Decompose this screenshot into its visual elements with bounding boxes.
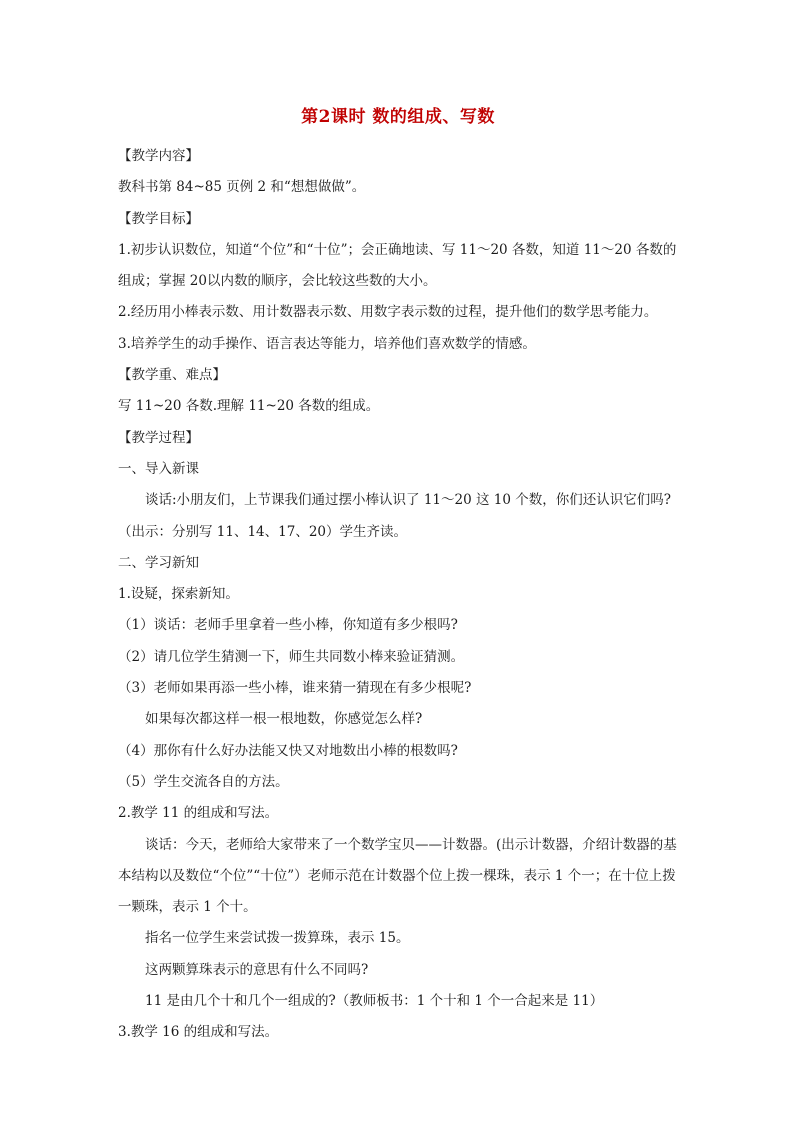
- step-1-item-3-followup: 如果每次都这样一根一根地数，你感觉怎么样?: [145, 711, 423, 728]
- intro-talk-paragraph: 谈话:小朋友们，上节课我们通过摆小棒认识了 11～20 这 10 个数，你们还认识它们吗?（出示：分别写 11、14、17、20）学生齐读。: [118, 492, 671, 540]
- goal-item-1: 1.初步认识数位，知道“个位”和“十位”；会正确地读、写 11～20 各数，知道 11～20 各数的组成；掌握 20以内数的顺序，会比较这些数的大小。: [118, 241, 677, 290]
- key-points-heading: 【教学重、难点】: [118, 367, 226, 384]
- page-title: 第2课时 数的组成、写数: [301, 107, 495, 127]
- section-heading-intro: 一、导入新课: [118, 460, 199, 477]
- goal-item-2: 2.经历用小棒表示数、用计数器表示数、用数字表示数的过程，提升他们的数学思考能力。: [118, 304, 658, 321]
- goal-item-3: 3.培养学生的动手操作、语言表达等能力，培养他们喜欢数学的情感。: [118, 335, 536, 352]
- step-heading-1: 1.设疑，探索新知。: [118, 586, 239, 603]
- step-heading-3: 3.教学 16 的组成和写法。: [118, 1024, 279, 1041]
- step-heading-2: 2.教学 11 的组成和写法。: [118, 805, 279, 822]
- content-heading: 【教学内容】: [118, 148, 199, 164]
- step-1-item-1: （1）谈话：老师手里拿着一些小棒，你知道有多少根吗?: [118, 617, 458, 634]
- section-heading-new-knowledge: 二、学习新知: [118, 554, 199, 571]
- step-2-line-a: 指名一位学生来尝试拨一拨算珠，表示 15。: [145, 930, 410, 947]
- key-points-text: 写 11~20 各数.理解 11~20 各数的组成。: [118, 398, 380, 415]
- step-1-item-4: （4）那你有什么好办法能又快又对地数出小棒的根数吗?: [118, 742, 458, 759]
- step-1-item-3: （3）老师如果再添一些小棒，谁来猜一猜现在有多少根呢?: [118, 680, 472, 697]
- step-1-item-2: （2）请几位学生猜测一下，师生共同数小棒来验证猜测。: [118, 648, 465, 665]
- step-2-line-c: 11 是由几个十和几个一组成的?（教师板书：1 个十和 1 个一合起来是 11）: [145, 993, 604, 1010]
- step-2-line-b: 这两颗算珠表示的意思有什么不同吗?: [145, 961, 369, 978]
- process-heading: 【教学过程】: [118, 429, 199, 446]
- content-text: 教科书第 84~85 页例 2 和“想想做做”。: [118, 179, 366, 196]
- step-2-talk-paragraph: 谈话：今天，老师给大家带来了一个数学宝贝——计数器。(出示计数器，介绍计数器的基本结构以及数位“个位”“十位”）老师示范在计数器个位上拨一棵珠，表示 1 个一；在十位上拨一颗珠，表示 1 个十。: [118, 836, 677, 916]
- document-page: [118, 102, 678, 1049]
- goals-heading: 【教学目标】: [118, 210, 199, 227]
- step-1-item-5: （5）学生交流各自的方法。: [118, 773, 289, 790]
